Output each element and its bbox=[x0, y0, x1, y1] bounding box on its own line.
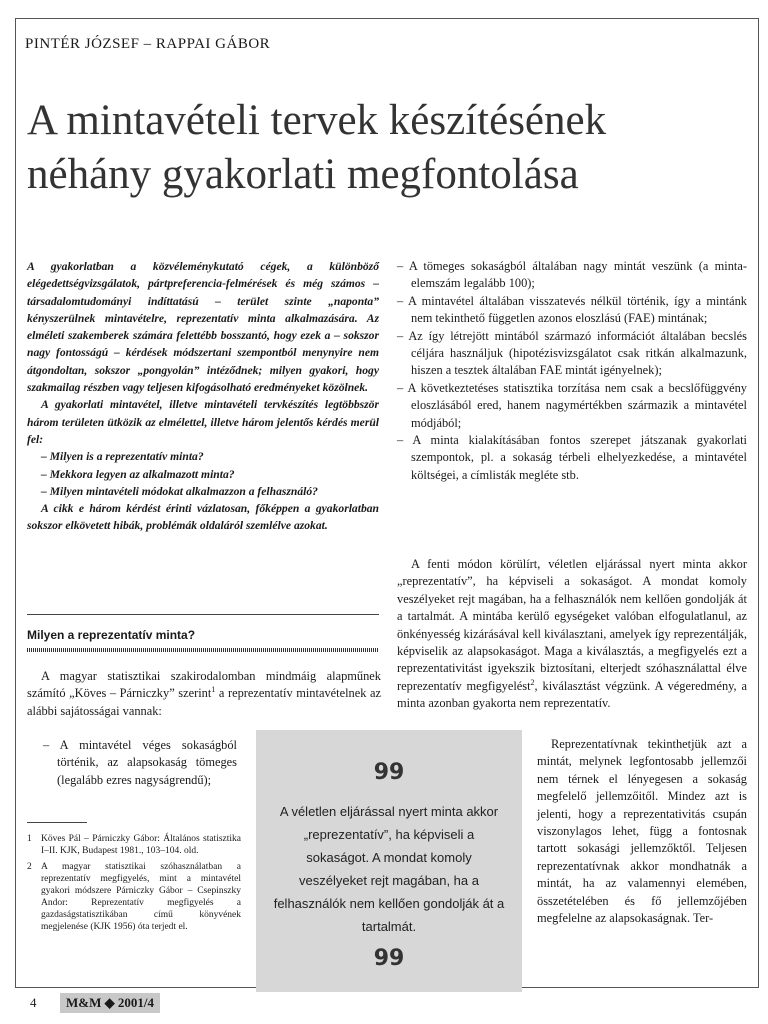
abstract-paragraph: A cikk e három kérdést érinti vázlatosan, főképpen a gyakorlatban sokszor elkövetett hibák, problémák oldaláról szemlélve azokat. bbox=[27, 502, 379, 533]
pull-quote bbox=[256, 730, 522, 992]
divider bbox=[27, 614, 379, 615]
footnote-number: 2 bbox=[27, 862, 32, 872]
list-item: – A mintavétel véges sokaságból történik, az alapsokaság tömeges (legalább ezres nagyságrendű); bbox=[43, 738, 237, 787]
quote-open-icon: 99 bbox=[373, 760, 405, 785]
right-body bbox=[397, 556, 747, 713]
footnote-number: 1 bbox=[27, 834, 32, 844]
heading-rule bbox=[27, 648, 379, 652]
title-line-2: néhány gyakorlati megfontolása bbox=[27, 151, 579, 198]
footnote-text: A magyar statisztikai szóhasználatban a reprezentatív megfigyelés, mint a mintavétel gyakori módszere Párniczky Gábor – Csepinszky Andor: Reprezentatív megfigyelés a gazdaságstatisztikában című könyvének megjelenése (KJK 1956) óta terjedt el. bbox=[41, 862, 241, 932]
body-paragraph: Reprezentatívnak tekinthetjük azt a mintát, melynek legfontosabb jellemzői nem térnek el lényegesen a sokaság megfelelő jellemzőitől. Mindez azt is jelenti, hogy a reprezentativitás csupán viszonylagos lehet, függ a fontosnak tartott sokasági jellemzőktől. Teljesen reprezentatívnak akkor mondhatnák a mintát, ha az valamennyi elemében, összetételében és fő jellemzőjében megfelelne az alapsokaságnak. Ter- bbox=[537, 737, 747, 926]
body-paragraph: A fenti módon körülírt, véletlen eljárással nyert minta akkor „reprezentatív”, ha képviseli a sokaságot. A mondat komoly veszélyeket rejt magában, ha a felhasználók nem kellően gondolják át a tartalmát. A mintába kerülő egységeket valóban elfogulatlanul, az önkényesség kizárásával kell kiválasztani, amelyek így reprezentálják, képviselik az alapsokaságot. Maga a kiválasztás, a megfigyelés ezt a reprezentativitást igyekszik biztosítani, elterjedt szóhasználattal élve reprezentatív megfigyelést$^2$, kiválasztást végzünk. A végeredmény, a minta azonban gyakorta nem reprezentatív. bbox=[397, 557, 747, 711]
footnote bbox=[27, 861, 241, 933]
abstract-question: – Milyen is a reprezentatív minta? bbox=[41, 450, 204, 464]
article-title bbox=[27, 94, 747, 202]
footnote-ref: 2 bbox=[530, 677, 535, 687]
list-item: – A minta kialakításában fontos szerepet játszanak gyakorlati szempontok, pl. a sokaság térbeli elhelyezkedése, a mintavétel költségei, a címlisták megléte stb. bbox=[397, 433, 747, 482]
page-number: 4 bbox=[30, 995, 37, 1010]
quote-close-icon: 99 bbox=[373, 946, 405, 971]
magazine-issue: M&M ◆ 2001/4 bbox=[60, 993, 160, 1013]
title-line-1: A mintavételi tervek készítésének bbox=[27, 97, 607, 144]
footnote-rule bbox=[27, 822, 87, 823]
abstract-question: – Mekkora legyen az alkalmazott minta? bbox=[41, 467, 235, 481]
footnote-text: Köves Pál – Párniczky Gábor: Általános statisztika I–II. KJK, Budapest 1981., 103–104. old. bbox=[41, 834, 241, 856]
abstract-paragraph: A gyakorlati mintavétel, illetve mintavételi tervkészítés legtöbbször három területen ütközik az elmélettel, illetve három jelentős kérdés merül fel: bbox=[27, 398, 379, 446]
footnotes bbox=[27, 833, 241, 937]
section-heading: Milyen a reprezentatív minta? bbox=[27, 628, 196, 642]
footnote-ref: 1 bbox=[211, 685, 216, 695]
abstract bbox=[27, 258, 379, 535]
body-paragraph: A magyar statisztikai szakirodalomban mindmáig alapműnek számító „Köves – Párniczky” szerint$^1$ a reprezentatív mintavételnek az alábbi sajátosságai vannak: bbox=[27, 669, 381, 718]
authors: PINTÉR JÓZSEF – RAPPAI GÁBOR bbox=[25, 36, 271, 52]
list-item: – Az így létrejött mintából származó információt általában becslés céljára használjuk (hipotézisvizsgálatot csak ritkán alkalmazunk, hiszen a tesztek általában FAE mintát igényelnek); bbox=[397, 328, 747, 378]
list-item: – A következtetéses statisztika torzítása nem csak a becslőfüggvény eloszlásából ered, hanem nagymértékben származik a mintavétel módjából; bbox=[397, 380, 747, 430]
left-body bbox=[27, 668, 381, 720]
abstract-paragraph: A gyakorlatban a közvéleménykutató cégek, a különböző elégedettségvizsgálatok, pártpreferencia-felmérések és még számos – társadalomtudományi indíttatású – terület szinte „naponta” kényszerülnek mintavételre, reprezentatív minta alkalmazására. Az elméleti szakemberek számára felettébb bosszantó, hogy ezek a – sokszor nagy fontosságú – kérdések módszertani szempontból menynyire nem átgondoltan, sokszor „pongyolán” intéződnek; milyen gyakori, hogy szakmailag részben vagy teljesen kifogásolható eredményeket közölnek. bbox=[27, 260, 379, 395]
footnote bbox=[27, 833, 241, 857]
left-list bbox=[43, 737, 237, 789]
right-narrow-body bbox=[537, 736, 747, 927]
list-item: – A mintavétel általában visszatevés nélkül történik, így a mintánk nem tekinthető független azonos eloszlású (FAE) mintának; bbox=[397, 293, 747, 326]
list-item: – A tömeges sokaságból általában nagy mintát veszünk (a minta-elemszám legalább 100); bbox=[397, 259, 747, 291]
abstract-question: – Milyen mintavételi módokat alkalmazzon a felhasználó? bbox=[41, 484, 318, 498]
right-list bbox=[397, 258, 747, 484]
pull-quote-text: A véletlen eljárással nyert minta akkor „reprezentatív”, ha képviseli a sokaságot. A mondat komoly veszélyeket rejt magában, ha a felhasználók nem kellően gondolják át a tartalmát. bbox=[273, 804, 505, 934]
